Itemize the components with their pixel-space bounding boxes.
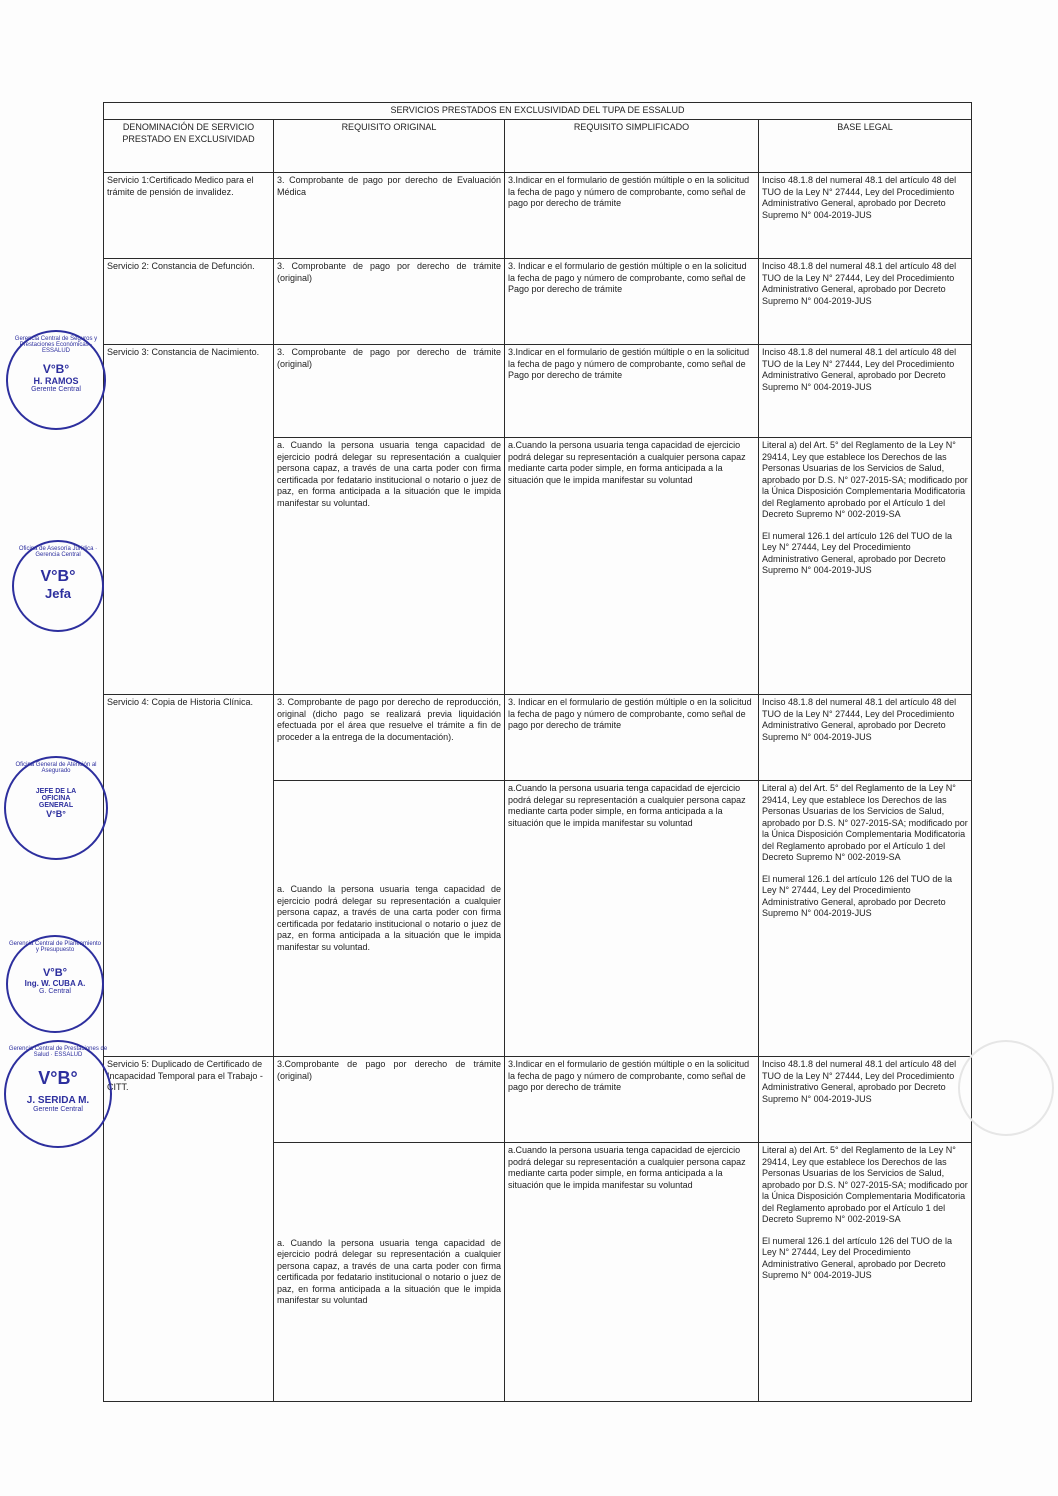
stamp-ring-text: Gerencia Central de Prestaciones de Salud · ESSALUD bbox=[8, 1046, 108, 1058]
stamp-name: H. RAMOS bbox=[33, 376, 79, 386]
stamp-ring-text: Gerencia Central de Planeamiento y Presupuesto bbox=[8, 941, 102, 953]
approval-stamp bbox=[6, 330, 106, 430]
stamp-role: Gerente Central bbox=[31, 386, 81, 393]
table-row bbox=[104, 173, 972, 259]
base-legal: Inciso 48.1.8 del numeral 48.1 del artículo 48 del TUO de la Ley N° 27444, Ley del Procedimiento Administrativo General, aprobado por Decreto Supremo N° 004-2019-JUS bbox=[759, 259, 972, 345]
bleed-through-stamp bbox=[958, 1040, 1054, 1136]
base-legal: Literal a) del Art. 5° del Reglamento de la Ley N° 29414, Ley que establece los Derechos de las Personas Usuarias de los Servicios de Salud, aprobado por D.S. N° 027-2015-SA; modificado por la Única Disposición Complementaria Modificatoria del Reglamento aprobado por el Artículo 1 del Decreto Supremo N° 002-2019-SA bbox=[762, 783, 968, 862]
stamp-vb: V°B° bbox=[38, 1068, 78, 1088]
base-legal-cell bbox=[759, 781, 972, 1057]
service-name: Servicio 1:Certificado Medico para el trámite de pensión de invalidez. bbox=[104, 173, 274, 259]
stamp-role: G. Central bbox=[39, 988, 71, 995]
requisito-simplificado: 3. Indicar e el formulario de gestión múltiple o en la solicitud la fecha de pago y número de comprobante, como señal de Pago por derecho de trámite bbox=[505, 259, 759, 345]
stamp-ring-text: Oficina General de Atención al Asegurado bbox=[15, 762, 97, 774]
service-name: Servicio 5: Duplicado de Certificado de Incapacidad Temporal para el Trabajo - CITT. bbox=[104, 1057, 274, 1402]
requisito-original: 3. Comprobante de pago por derecho de trámite (original) bbox=[274, 259, 505, 345]
service-name: Servicio 4: Copia de Historia Clínica. bbox=[104, 695, 274, 1057]
requisito-simplificado: a.Cuando la persona usuaria tenga capacidad de ejercicio podrá delegar su representación a cualquier persona capaz mediante carta poder simple, en forma anticipada a la situación que le impida manifestar su voluntad bbox=[505, 781, 759, 1057]
approval-stamp bbox=[4, 756, 108, 860]
table-row bbox=[104, 695, 972, 781]
approval-stamp bbox=[12, 540, 104, 632]
base-legal: Inciso 48.1.8 del numeral 48.1 del artículo 48 del TUO de la Ley N° 27444, Ley del Procedimiento Administrativo General, aprobado por Decreto Supremo N° 004-2019-JUS bbox=[759, 345, 972, 438]
col-header-base-legal: BASE LEGAL bbox=[759, 120, 972, 173]
requisito-simplificado: a.Cuando la persona usuaria tenga capacidad de ejercicio podrá delegar su representación a cualquier persona capaz mediante carta poder simple, en forma anticipada a la situación que le impida manifestar su voluntad bbox=[505, 1143, 759, 1402]
tupa-table bbox=[103, 102, 972, 1402]
base-legal: Inciso 48.1.8 del numeral 48.1 del artículo 48 del TUO de la Ley N° 27444, Ley del Procedimiento Administrativo General, aprobado por Decreto Supremo N° 004-2019-JUS bbox=[759, 695, 972, 781]
base-legal: El numeral 126.1 del artículo 126 del TUO de la Ley N° 27444, Ley del Procedimiento Administrativo General, aprobado por Decreto Supremo N° 004-2019-JUS bbox=[762, 873, 952, 918]
base-legal: El numeral 126.1 del artículo 126 del TUO de la Ley N° 27444, Ley del Procedimiento Administrativo General, aprobado por Decreto Supremo N° 004-2019-JUS bbox=[762, 1235, 952, 1280]
requisito-original: a. Cuando la persona usuaria tenga capacidad de ejercicio podrá delegar su representación a cualquier persona capaz, a través de una carta poder con firma certificada por fedatario institucional o notario o juez de paz, en forma anticipada a la situación que le impida manifestar su voluntad. bbox=[274, 438, 505, 695]
stamp-role: Gerente Central bbox=[33, 1106, 83, 1113]
approval-stamp bbox=[6, 935, 104, 1033]
base-legal: Literal a) del Art. 5° del Reglamento de la Ley N° 29414, Ley que establece los Derechos de las Personas Usuarias de los Servicios de Salud, aprobado por D.S. N° 027-2015-SA; modificado por la Única Disposición Complementaria Modificatoria del Reglamento aprobado por el Artículo 1 del Decreto Supremo N° 002-2019-SA bbox=[762, 1145, 968, 1224]
stamp-vb: V°B° bbox=[42, 967, 68, 979]
base-legal: El numeral 126.1 del artículo 126 del TUO de la Ley N° 27444, Ley del Procedimiento Administrativo General, aprobado por Decreto Supremo N° 004-2019-JUS bbox=[762, 530, 952, 575]
requisito-original: a. Cuando la persona usuaria tenga capacidad de ejercicio podrá delegar su representación a cualquier persona capaz, a través de una carta poder con firma certificada por fedatario institucional o notario o juez de paz, en forma anticipada a la situación que le impida manifestar su voluntad. bbox=[274, 781, 505, 1057]
stamp-ring-text: Oficina de Asesoría Jurídica · Gerencia Central bbox=[18, 546, 98, 558]
requisito-original: 3.Comprobante de pago por derecho de trámite (original) bbox=[274, 1057, 505, 1143]
stamp-vb: V°B° bbox=[40, 568, 76, 585]
service-name: Servicio 3: Constancia de Nacimiento. bbox=[104, 345, 274, 695]
stamp-name: Jefa bbox=[44, 586, 72, 601]
requisito-simplificado: 3. Indicar en el formulario de gestión múltiple o en la solicitud la fecha de pago y número de comprobante, como señal de pago por derecho de trámite bbox=[505, 695, 759, 781]
base-legal-cell bbox=[759, 438, 972, 695]
base-legal: Inciso 48.1.8 del numeral 48.1 del artículo 48 del TUO de la Ley N° 27444, Ley del Procedimiento Administrativo General, aprobado por Decreto Supremo N° 004-2019-JUS bbox=[759, 1057, 972, 1143]
requisito-simplificado: 3.Indicar en el formulario de gestión múltiple o en la solicitud la fecha de pago y número de comprobante, como señal de pago por derecho de trámite bbox=[505, 173, 759, 259]
stamp-name: JEFE DE LA OFICINA GENERAL bbox=[35, 788, 77, 809]
table-row bbox=[104, 345, 972, 438]
stamp-vb: V°B° bbox=[46, 809, 66, 819]
stamp-vb: V°B° bbox=[42, 362, 70, 376]
requisito-original: 3. Comprobante de pago por derecho de trámite (original) bbox=[274, 345, 505, 438]
requisito-simplificado: 3.Indicar en el formulario de gestión múltiple o en la solicitud la fecha de pago y número de comprobante, como señal de pago por derecho de trámite bbox=[505, 1057, 759, 1143]
stamp-ring-text: Gerencia Central de Seguros y Prestaciones Económicas · ESSALUD bbox=[14, 336, 98, 354]
col-header-original: REQUISITO ORIGINAL bbox=[274, 120, 505, 173]
requisito-simplificado: 3.Indicar en el formulario de gestión múltiple o en la solicitud la fecha de pago y número de comprobante, como señal de Pago por derecho de trámite bbox=[505, 345, 759, 438]
requisito-original: 3. Comprobante de pago por derecho de reproducción, original (dicho pago se realizará previa liquidación efectuada por el área que resuelve el trámite a fin de proceder a la entrega de la documentación). bbox=[274, 695, 505, 781]
table-row bbox=[104, 1057, 972, 1143]
approval-stamp bbox=[4, 1040, 112, 1148]
stamp-name: J. SERIDA M. bbox=[26, 1095, 90, 1106]
base-legal: Literal a) del Art. 5° del Reglamento de la Ley N° 29414, Ley que establece los Derechos de las Personas Usuarias de los Servicios de Salud, aprobado por D.S. N° 027-2015-SA; modificado por la Única Disposición Complementaria Modificatoria del Reglamento aprobado por el Artículo 1 del Decreto Supremo N° 002-2019-SA bbox=[762, 440, 968, 519]
table-title: SERVICIOS PRESTADOS EN EXCLUSIVIDAD DEL TUPA DE ESSALUD bbox=[104, 103, 972, 120]
table-row bbox=[104, 259, 972, 345]
stamp-name: Ing. W. CUBA A. bbox=[24, 979, 86, 988]
requisito-original: 3. Comprobante de pago por derecho de Evaluación Médica bbox=[274, 173, 505, 259]
col-header-simplificado: REQUISITO SIMPLIFICADO bbox=[505, 120, 759, 173]
requisito-original: a. Cuando la persona usuaria tenga capacidad de ejercicio podrá delegar su representación a cualquier persona capaz, a través de una carta poder con firma certificada por fedatario institucional o notario o juez de paz, en forma anticipada a la situación que le impida manifestar su voluntad bbox=[274, 1143, 505, 1402]
base-legal-cell bbox=[759, 1143, 972, 1402]
col-header-denominacion: DENOMINACIÓN DE SERVICIO PRESTADO EN EXCLUSIVIDAD bbox=[104, 120, 274, 173]
base-legal: Inciso 48.1.8 del numeral 48.1 del artículo 48 del TUO de la Ley N° 27444, Ley del Procedimiento Administrativo General, aprobado por Decreto Supremo N° 004-2019-JUS bbox=[759, 173, 972, 259]
requisito-simplificado: a.Cuando la persona usuaria tenga capacidad de ejercicio podrá delegar su representación a cualquier persona capaz mediante carta poder simple, en forma anticipada a la situación que le impida manifestar su voluntad bbox=[505, 438, 759, 695]
service-name: Servicio 2: Constancia de Defunción. bbox=[104, 259, 274, 345]
